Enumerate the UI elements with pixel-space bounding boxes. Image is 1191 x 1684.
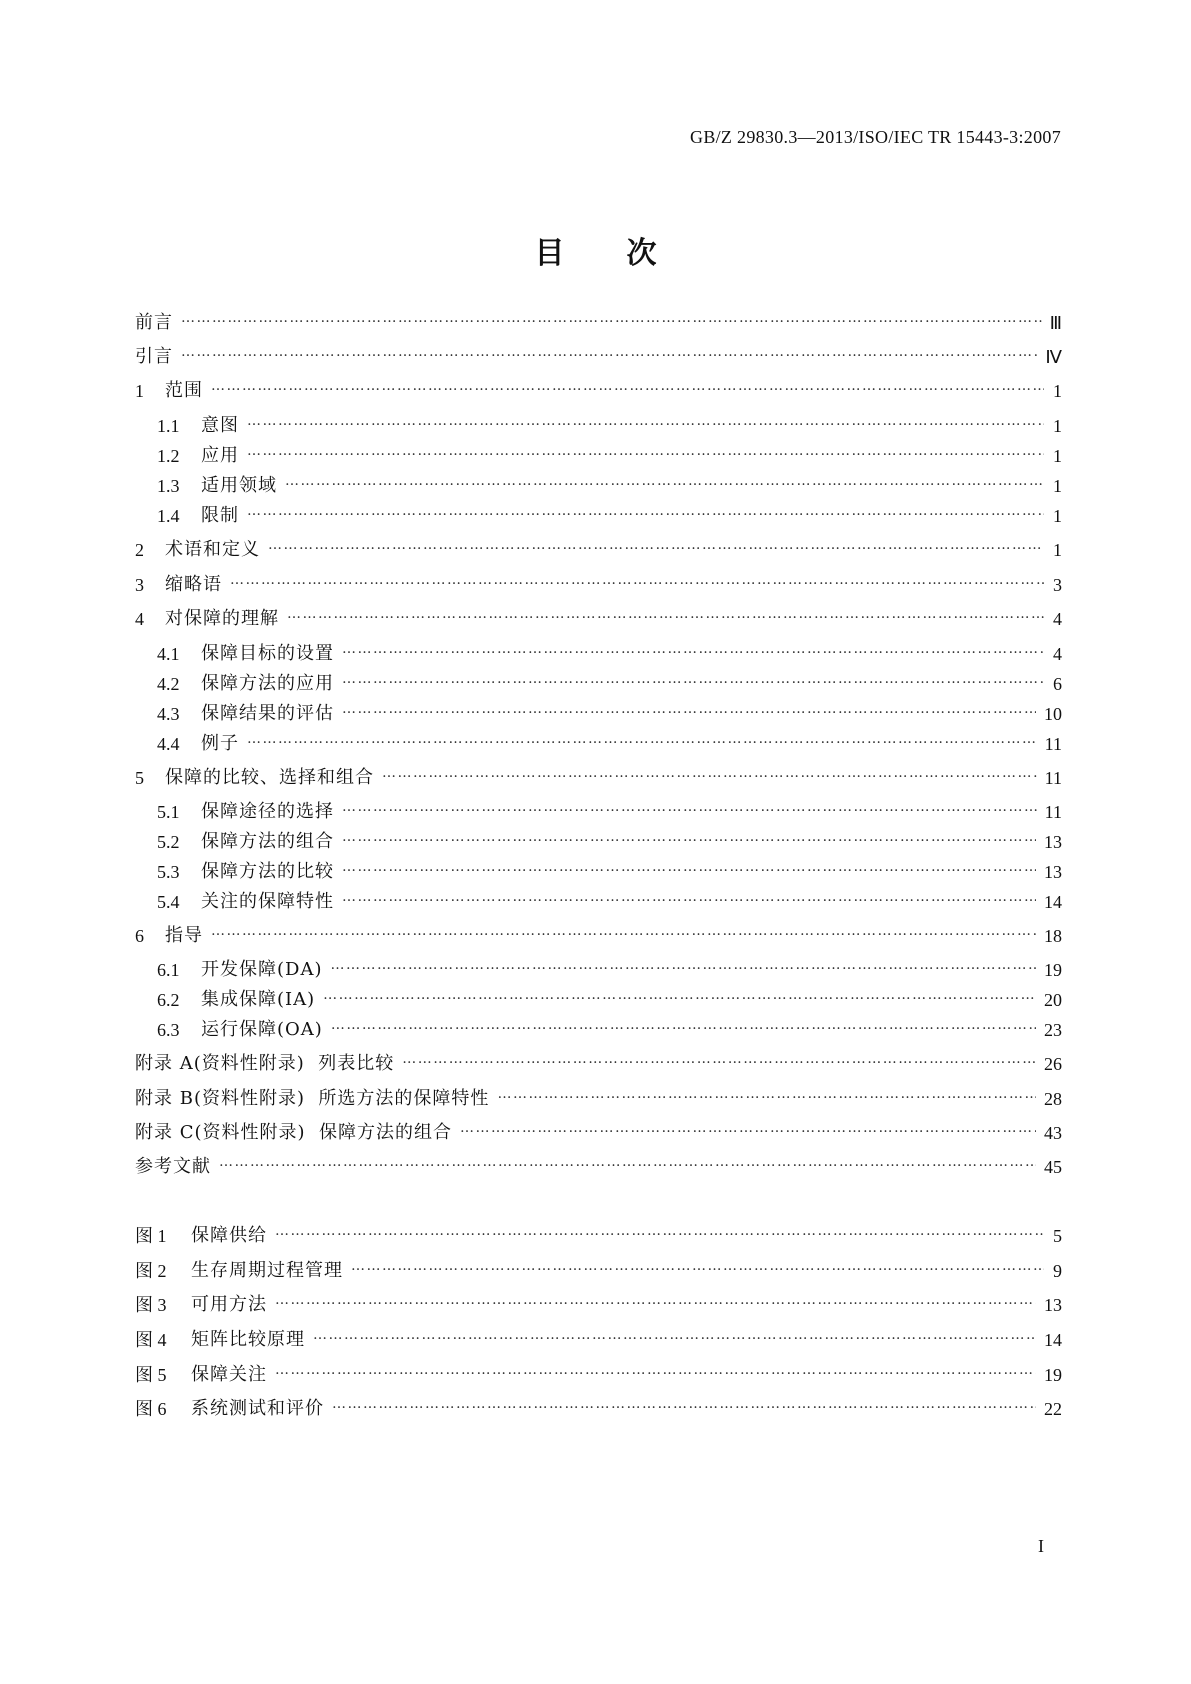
- toc-number: 1.4: [157, 506, 180, 526]
- leader-dots: [275, 1357, 1036, 1383]
- leader-dots: [323, 982, 1036, 1008]
- figure-entry-4[interactable]: [135, 1327, 1062, 1353]
- page-folio: I: [1038, 1536, 1044, 1556]
- toc-number: 2: [135, 540, 144, 560]
- toc-label: 引言: [135, 346, 173, 367]
- toc-label: 意图: [201, 415, 239, 436]
- toc-page: 28: [1044, 1089, 1062, 1109]
- toc-number: 5: [135, 768, 144, 788]
- figure-label: 保障供给: [191, 1225, 267, 1246]
- page-title: 目次: [534, 236, 719, 271]
- toc-number: 3: [135, 575, 144, 595]
- toc-entry-5-2[interactable]: [157, 829, 1062, 855]
- toc-page: 11: [1044, 734, 1062, 754]
- leader-dots: [342, 794, 1037, 820]
- leader-dots: [351, 1253, 1044, 1279]
- toc-page: 45: [1044, 1157, 1062, 1177]
- leader-dots: [230, 567, 1044, 593]
- toc-entry-4[interactable]: [135, 606, 1062, 632]
- figure-number: 图 2: [135, 1261, 167, 1281]
- leader-dots: [247, 726, 1037, 752]
- figure-page: 13: [1044, 1295, 1062, 1315]
- toc-page: 10: [1044, 704, 1062, 724]
- figure-label: 矩阵比较原理: [191, 1329, 305, 1350]
- toc-number: 4.4: [157, 734, 180, 754]
- toc-entry-bibliography[interactable]: [135, 1154, 1062, 1180]
- figure-entry-2[interactable]: [135, 1258, 1062, 1284]
- figure-entry-5[interactable]: [135, 1362, 1062, 1388]
- leader-dots: [330, 952, 1036, 978]
- toc-entry-6[interactable]: [135, 923, 1062, 949]
- toc-label: 附录 C(资料性附录) 保障方法的组合: [135, 1122, 452, 1143]
- leader-dots: [342, 854, 1036, 880]
- toc-page: 26: [1044, 1054, 1062, 1074]
- toc-entry-5-1[interactable]: [157, 799, 1062, 825]
- figure-entry-3[interactable]: [135, 1292, 1062, 1318]
- toc-entry-2[interactable]: [135, 537, 1062, 563]
- toc-label: 前言: [135, 312, 173, 333]
- toc-label: 适用领域: [201, 475, 277, 496]
- toc-page: 18: [1044, 926, 1062, 946]
- toc-entry-annex-a[interactable]: [135, 1051, 1062, 1077]
- toc-page: 13: [1044, 862, 1062, 882]
- figure-label: 生存周期过程管理: [191, 1260, 343, 1281]
- leader-dots: [219, 1149, 1036, 1175]
- toc-label: 范围: [165, 380, 203, 401]
- leader-dots: [211, 373, 1044, 399]
- toc-label: 保障方法的比较: [201, 861, 334, 882]
- toc-label: 保障方法的组合: [201, 831, 334, 852]
- toc-page: 1: [1053, 381, 1062, 401]
- figure-page: 19: [1044, 1365, 1062, 1385]
- leader-dots: [497, 1081, 1036, 1107]
- figure-number: 图 3: [135, 1295, 167, 1315]
- toc-number: 6.3: [157, 1020, 180, 1040]
- figure-entry-1[interactable]: [135, 1223, 1062, 1249]
- figure-label: 可用方法: [191, 1294, 267, 1315]
- toc-number: 4.1: [157, 644, 180, 664]
- figure-number: 图 5: [135, 1365, 167, 1385]
- toc-number: 5.1: [157, 802, 180, 822]
- toc-page: 19: [1044, 960, 1062, 980]
- toc-label: 集成保障(IA): [201, 989, 316, 1010]
- toc-number: 6: [135, 926, 144, 946]
- leader-dots: [342, 666, 1044, 692]
- leader-dots: [331, 1012, 1036, 1038]
- leader-dots: [247, 408, 1044, 434]
- toc-number: 5.4: [157, 892, 180, 912]
- toc-entry-4-2[interactable]: [157, 671, 1062, 697]
- toc-entry-6-1[interactable]: [157, 957, 1062, 983]
- toc-entry-5-4[interactable]: [157, 889, 1062, 915]
- toc-page: 20: [1044, 990, 1062, 1010]
- figure-page: 5: [1053, 1226, 1062, 1246]
- toc-entry-1-4[interactable]: [157, 503, 1062, 529]
- standard-code-header: GB/Z 29830.3—2013/ISO/IEC TR 15443-3:2007: [690, 127, 1061, 147]
- toc-entry-annex-b[interactable]: [135, 1086, 1062, 1112]
- figure-label: 系统测试和评价: [191, 1398, 324, 1419]
- toc-label: 保障方法的应用: [201, 673, 334, 694]
- toc-page: 1: [1053, 506, 1062, 526]
- toc-entry-6-3[interactable]: [157, 1017, 1062, 1043]
- toc-entry-4-4[interactable]: [157, 731, 1062, 757]
- toc-label: 例子: [201, 733, 239, 754]
- toc-entry-1-1[interactable]: [157, 413, 1062, 439]
- figure-entry-6[interactable]: [135, 1396, 1062, 1422]
- leader-dots: [313, 1322, 1036, 1348]
- toc-page: 4: [1053, 644, 1062, 664]
- toc-page: 6: [1053, 674, 1062, 694]
- toc-page: 1: [1053, 476, 1062, 496]
- toc-entry-1[interactable]: [135, 378, 1062, 404]
- toc-page: 4: [1053, 609, 1062, 629]
- toc-page: 1: [1053, 416, 1062, 436]
- leader-dots: [211, 918, 1036, 944]
- leader-dots: [342, 884, 1036, 910]
- leader-dots: [382, 760, 1037, 786]
- toc-page: 14: [1044, 892, 1062, 912]
- figure-number: 图 4: [135, 1330, 167, 1350]
- toc-label: 开发保障(DA): [201, 959, 323, 980]
- leader-dots: [342, 636, 1044, 662]
- leader-dots: [342, 696, 1036, 722]
- toc-page: 13: [1044, 832, 1062, 852]
- toc-number: 1: [135, 381, 144, 401]
- toc-number: 5.2: [157, 832, 180, 852]
- toc-number: 1.1: [157, 416, 180, 436]
- toc-label: 限制: [201, 505, 239, 526]
- toc-page: 11: [1044, 768, 1062, 788]
- leader-dots: [275, 1218, 1044, 1244]
- figure-number: 图 1: [135, 1226, 167, 1246]
- toc-entry-5-3[interactable]: [157, 859, 1062, 885]
- toc-entry-introduction[interactable]: [135, 344, 1062, 370]
- toc-label: 缩略语: [165, 574, 222, 595]
- toc-entry-foreword[interactable]: [135, 310, 1062, 336]
- toc-number: 4.2: [157, 674, 180, 694]
- leader-dots: [181, 305, 1042, 331]
- toc-number: 4.3: [157, 704, 180, 724]
- toc-entry-4-3[interactable]: [157, 701, 1062, 727]
- figure-page: 9: [1053, 1261, 1062, 1281]
- toc-label: 运行保障(OA): [201, 1019, 323, 1040]
- toc-entry-6-2[interactable]: [157, 987, 1062, 1013]
- toc-page: 3: [1053, 575, 1062, 595]
- leader-dots: [247, 438, 1044, 464]
- toc-page: 1: [1053, 446, 1062, 466]
- toc-label: 保障目标的设置: [201, 643, 334, 664]
- toc-page: Ⅲ: [1049, 313, 1062, 333]
- toc-label: 保障的比较、选择和组合: [165, 767, 374, 788]
- toc-label: 保障结果的评估: [201, 703, 334, 724]
- toc-number: 1.3: [157, 476, 180, 496]
- toc-label: 附录 A(资料性附录) 列表比较: [135, 1053, 395, 1074]
- leader-dots: [402, 1046, 1036, 1072]
- toc-label: 术语和定义: [165, 539, 260, 560]
- toc-label: 关注的保障特性: [201, 891, 334, 912]
- leader-dots: [287, 601, 1044, 627]
- toc-label: 应用: [201, 445, 239, 466]
- toc-label: 附录 B(资料性附录) 所选方法的保障特性: [135, 1088, 490, 1109]
- toc-page: Ⅳ: [1045, 347, 1062, 367]
- toc-entry-4-1[interactable]: [157, 641, 1062, 667]
- figure-page: 14: [1044, 1330, 1062, 1350]
- leader-dots: [275, 1287, 1036, 1313]
- toc-entry-1-2[interactable]: [157, 443, 1062, 469]
- toc-label: 指导: [165, 925, 203, 946]
- toc-label: 参考文献: [135, 1156, 211, 1177]
- toc-page: 43: [1044, 1123, 1062, 1143]
- toc-entry-1-3[interactable]: [157, 473, 1062, 499]
- leader-dots: [460, 1115, 1036, 1141]
- leader-dots: [247, 498, 1044, 524]
- toc-label: 保障途径的选择: [201, 801, 334, 822]
- toc-number: 6.1: [157, 960, 180, 980]
- toc-number: 5.3: [157, 862, 180, 882]
- leader-dots: [332, 1391, 1036, 1417]
- toc-label: 对保障的理解: [165, 608, 279, 629]
- figure-page: 22: [1044, 1399, 1062, 1419]
- toc-number: 6.2: [157, 990, 180, 1010]
- leader-dots: [181, 339, 1037, 365]
- toc-number: 1.2: [157, 446, 180, 466]
- toc-entry-3[interactable]: [135, 572, 1062, 598]
- toc-page: 23: [1044, 1020, 1062, 1040]
- leader-dots: [342, 824, 1036, 850]
- leader-dots: [268, 532, 1044, 558]
- toc-page: 1: [1053, 540, 1062, 560]
- figure-label: 保障关注: [191, 1364, 267, 1385]
- figure-number: 图 6: [135, 1399, 167, 1419]
- toc-entry-annex-c[interactable]: [135, 1120, 1062, 1146]
- leader-dots: [285, 468, 1044, 494]
- toc-number: 4: [135, 609, 144, 629]
- toc-page: 11: [1044, 802, 1062, 822]
- toc-entry-5[interactable]: [135, 765, 1062, 791]
